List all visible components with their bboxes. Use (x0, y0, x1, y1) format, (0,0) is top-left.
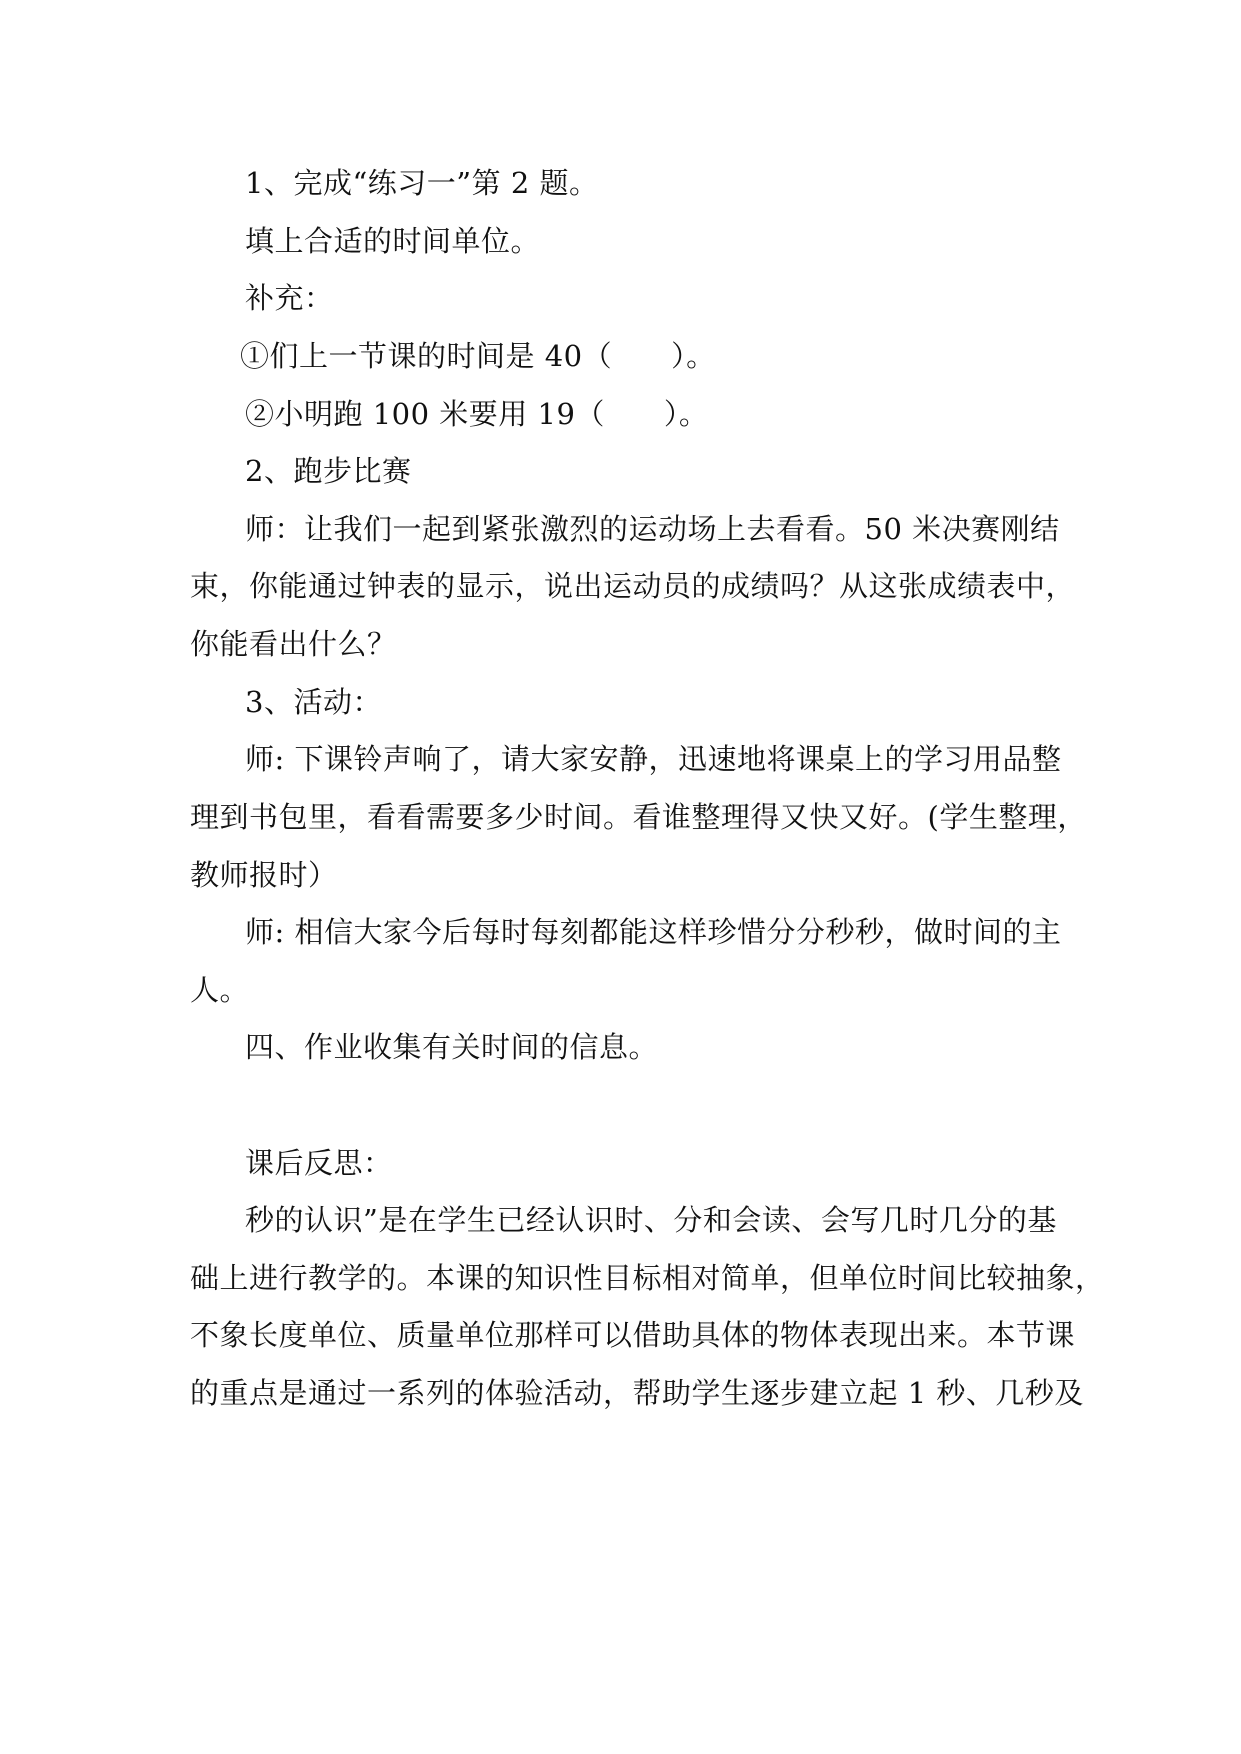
paragraph-line: 师: 下课铃声响了，请大家安静，迅速地将课桌上的学习用品整 (245, 742, 1062, 776)
paragraph-line: 你能看出什么？ (190, 627, 397, 661)
supplement-label: 补充： (245, 281, 334, 315)
paragraph-line: 的重点是通过一系列的体验活动，帮助学生逐步建立起 1 秒、几秒及 (190, 1376, 1084, 1410)
reflection-heading: 课后反思： (245, 1146, 393, 1180)
homework-heading: 四、作业收集有关时间的信息。 (245, 1030, 659, 1064)
paragraph-line: 秒的认识”是在学生已经认识时、分和会读、会写几时几分的基 (245, 1203, 1057, 1237)
paragraph-line: 不象长度单位、质量单位那样可以借助具体的物体表现出来。本节课 (190, 1318, 1076, 1352)
paragraph-line: 束，你能通过钟表的显示，说出运动员的成绩吗？从这张成绩表中， (190, 569, 1076, 603)
supplement-item-1: ①们上一节课的时间是 40（ ）。 (240, 339, 716, 373)
exercise-1-heading: 1、完成“练习一”第 2 题。 (245, 166, 599, 200)
exercise-2-heading: 2、跑步比赛 (245, 454, 412, 488)
paragraph-line: 教师报时） (190, 858, 338, 892)
paragraph-line: 师：让我们一起到紧张激烈的运动场上去看看。50 米决赛刚结 (245, 512, 1060, 546)
paragraph-line: 础上进行教学的。本课的知识性目标相对简单，但单位时间比较抽象， (190, 1261, 1105, 1295)
supplement-item-2: ②小明跑 100 米要用 19（ ）。 (245, 397, 709, 431)
exercise-3-heading: 3、活动： (245, 685, 382, 719)
exercise-1-instruction: 填上合适的时间单位。 (245, 224, 541, 258)
paragraph-line: 人。 (190, 973, 250, 1007)
paragraph-line: 师: 相信大家今后每时每刻都能这样珍惜分分秒秒，做时间的主 (245, 915, 1062, 949)
paragraph-line: 理到书包里，看看需要多少时间。看谁整理得又快又好。(学生整理， (190, 800, 1087, 834)
